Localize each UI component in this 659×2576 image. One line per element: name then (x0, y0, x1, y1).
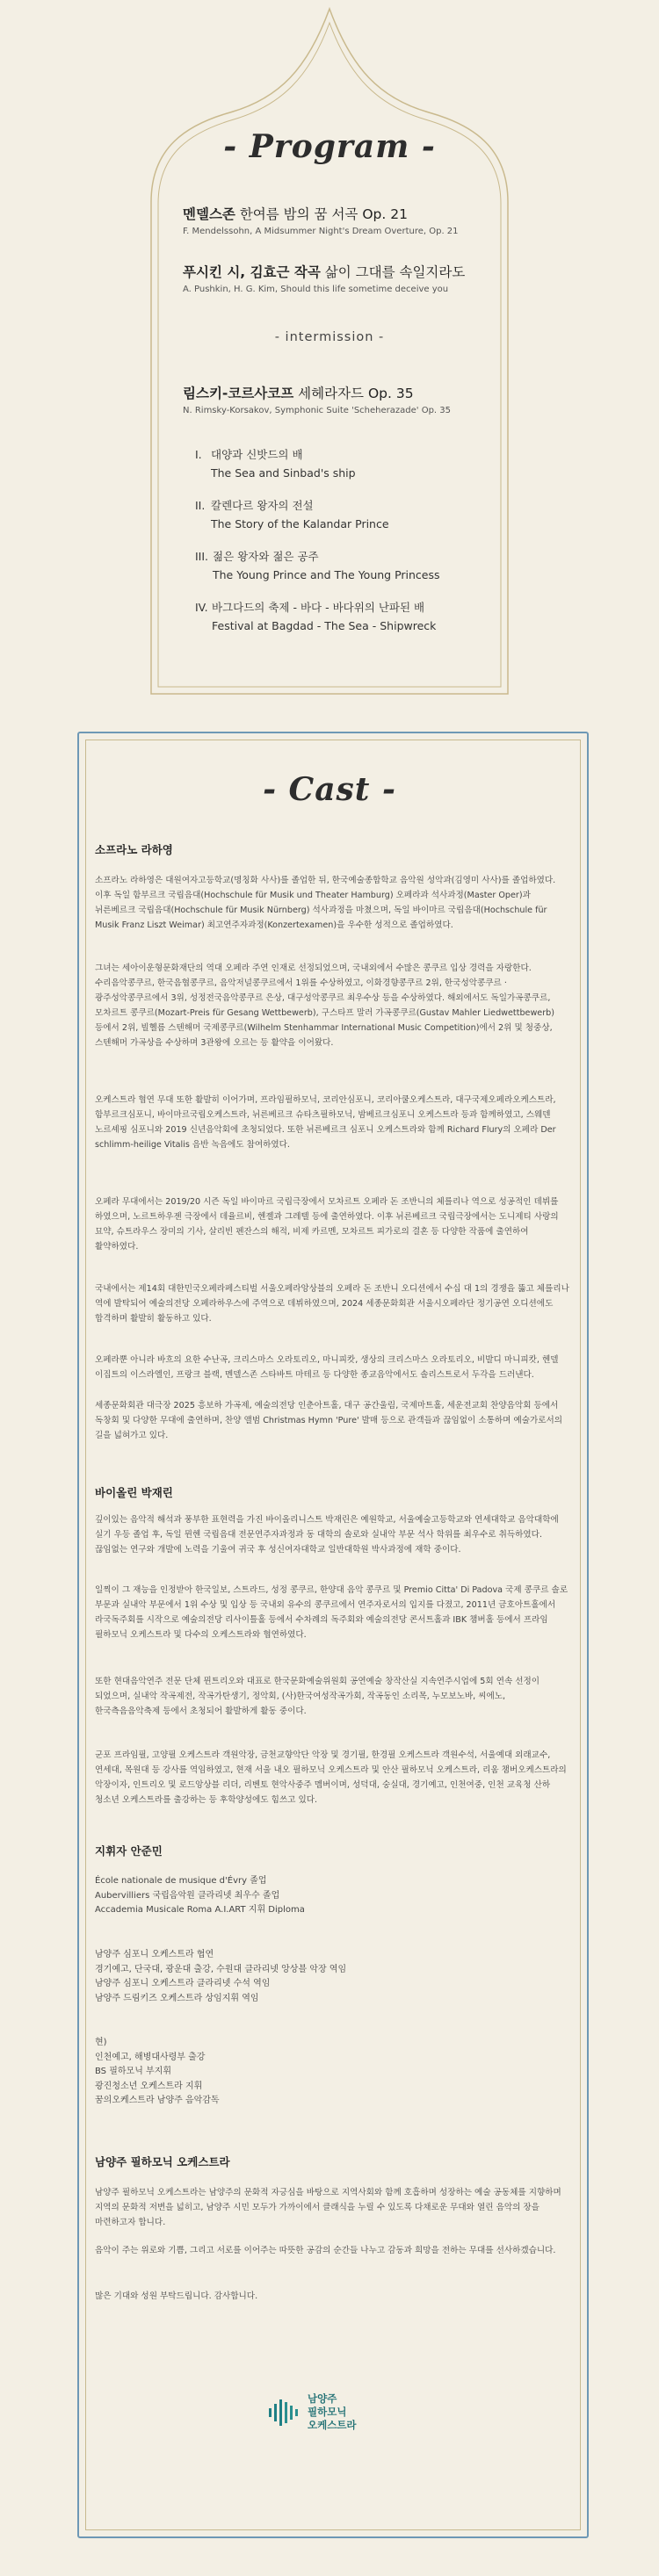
soprano-paragraph: 오페라뿐 아니라 바흐의 요한 수난곡, 크리스마스 오라토리오, 마니피캇, 생상의 크리스마스 오라토리오, 비발디 마니피캇, 헨델 이집트의 이스라엘인, 프랑크 블랙, 멘델스존 스타바트 마테르 등 다양한 종교음악에서도 솔리스트로서 두각을 드러낸다. (95, 1355, 559, 1380)
conductor-career-list (95, 1948, 569, 2006)
soprano-heading: 소프라노 라하영 (95, 843, 173, 856)
violin-paragraph: 군포 프라임필, 고양필 오케스트라 객원악장, 금천교향악단 악장 및 경기필, 한경필 오케스트라 객원수석, 서울예대 외래교수, 연세대, 목원대 등 강사를 역임하였고, 현재 서울 내오 필하모닉 오케스트라 및 안산 필하모닉 오케스트라, 리움 챔버오케스트라의 악장이자, 인트리오 및 로드앙상블 리더, 리벤토 현악사중주 멤버이며, 성덕대, 숭실대, 경기예고, 인천여중, 인천 교육청 산하 청소년 오케스트라를 출강하는 등 후학양성에도 힘쓰고 있다. (95, 1750, 567, 1805)
list-item: 인천예고, 해병대사령부 출강 (95, 2052, 206, 2062)
orchestra-paragraph: 음악이 주는 위로와 기쁨, 그리고 서로를 이어주는 따뜻한 공감의 순간들 나누고 감동과 희망을 전하는 무대를 선사하겠습니다. (95, 2246, 556, 2255)
list-item: École nationale de musique d'Évry 졸업 (95, 1876, 267, 1886)
conductor-current-list (95, 2036, 569, 2109)
logo-text-line1: 남양주 (308, 2392, 337, 2405)
violin-paragraph: 깊이있는 음악적 해석과 풍부한 표현력을 가진 바이올리니스트 박재린은 예원학교, 서울예술고등학교와 연세대학교 음악대학에 실기 우등 졸업 후, 독일 뮌헨 국립음대 전문연주자과정과 동 대학의 솔로와 실내악 부문 석사 학위를 최우수로 취득하였다. 끊임없는 연구와 개발에 노력을 기울여 귀국 후 성신여자대학교 일반대학원 박사과정에 재학 중이다. (95, 1515, 559, 1555)
conductor-education-list (95, 1874, 569, 1918)
list-item: 꿈의오케스트라 남양주 음악감독 (95, 2096, 220, 2105)
violin-paragraph: 또한 현대음악연주 전문 단체 뮌트리오와 대표로 한국문화예술위원회 공연예술 창작산실 지속연주시업에 5회 연속 선정이 되었으며, 실내악 작곡제전, 작곡가탄생기, 정악회, (사)한국여성작곡가회, 작곡동인 소리목, 누모보노바, 씨에노, 한국측음음악축제 등에서 초청되어 활발하게 활동 중이다. (95, 1677, 540, 1716)
violin-heading: 바이올린 박재린 (95, 1486, 173, 1499)
orchestra-heading: 남양주 필하모닉 오케스트라 (95, 2155, 230, 2168)
movement-korean: 대양과 신밧드의 배 (211, 448, 303, 461)
work-english: A. Pushkin, H. G. Kim, Should this life sometime deceive you (183, 285, 449, 294)
program-item-mendelssohn (183, 206, 534, 236)
movement-number: III. (195, 550, 209, 563)
violin-paragraph: 일찍이 그 재능을 인정받아 한국일보, 스트라드, 성정 콩쿠르, 한양대 음악 콩쿠르 및 Premio Citta' Di Padova 국제 콩쿠르 솔로 부문과 실내악 부문에서 1위 수상 및 입상 등 국내외 유수의 콩쿠르에서 연주자로서의 입지를 다졌고, 2011년 금호아트홀에서 라국독주회를 시작으로 예술의전당 리사이틀홀 등에서 수차례의 독주회와 예술의전당 콘서트홀과 IBK 챔버홀 등에서 프라임 필하모닉 오케스트라 및 다수의 오케스트라와 협연하였다. (95, 1585, 568, 1640)
movement-english: The Sea and Sinbad's ship (211, 466, 356, 480)
composer-name: 푸시킨 시, 김효근 작곡 (183, 264, 321, 280)
movement-english: Festival at Bagdad - The Sea - Shipwreck (212, 619, 437, 632)
orchestra-paragraph: 많은 기대와 성원 부탁드립니다. 감사합니다. (95, 2291, 258, 2301)
logo-text-line3: 오케스트라 (308, 2419, 357, 2431)
logo-text-line2: 필하모닉 (308, 2406, 347, 2418)
list-item: 남양주 심포니 오케스트라 클라리넷 수석 역임 (95, 1979, 271, 1988)
movement-number: IV. (195, 601, 208, 614)
list-item: Accademia Musicale Roma A.I.ART 지휘 Diploma (95, 1905, 305, 1915)
movement-korean: 젊은 왕자와 젊은 공주 (213, 550, 319, 563)
work-title: 삶이 그대를 속일지라도 (320, 264, 466, 280)
work-english: N. Rimsky-Korsakov, Symphonic Suite 'Scheherazade' Op. 35 (183, 406, 451, 415)
movement-number: I. (195, 448, 202, 461)
list-item: 광진청소년 오케스트라 지휘 (95, 2081, 203, 2091)
conductor-heading: 지휘자 안준민 (95, 1844, 163, 1858)
soprano-paragraph: 그녀는 세아이운형문화재단의 역대 오페라 주연 인재로 선정되었으며, 국내외에서 수많은 콩쿠르 입상 경력을 자랑한다. 수리음악콩쿠르, 한국음협콩쿠르, 음악저널콩쿠르에서 1위를 수상하였고, 이화경향콩쿠르 2위, 한국성악콩쿠르 · 광주성악콩쿠르에서 3위, 성정전국음악콩쿠르 은상, 대구성악콩쿠르 최우수상 등을 수상하였다. 해외에서도 독일가곡콩쿠르, 모차르트 콩쿠르(Mozart-Preis für Gesang Wettbewerb), 구스타프 말러 가곡콩쿠르(Gustav Mahler Liedwettbewerb) 등에서 2위, 빌헬름 스텐해머 국제콩쿠르(Wilhelm Stenhammar International Music Competition)에서 2위 및 청중상, 스텐해머 가곡상을 수상하며 3관왕에 오르는 등 활약을 이어왔다. (95, 963, 554, 1048)
movement-english: The Story of the Kalandar Prince (211, 517, 389, 530)
list-item: Aubervilliers 국립음악원 클라리넷 최우수 졸업 (95, 1890, 280, 1901)
cast-title: - Cast - (263, 771, 396, 808)
program-item-scheherazade (183, 385, 534, 415)
composer-name: 멘델스존 (183, 206, 235, 222)
soprano-paragraph: 국내에서는 제14회 대한민국오페라페스티벌 서울오페라앙상블의 오페라 돈 조반니 오디션에서 수십 대 1의 경쟁을 뚫고 체를리나 역에 발탁되어 예술의전당 오페라하우스에 주역으로 데뷔하였으며, 2024 세종문화회관 서울시오페라단 정기공연 오디션에도 합격하며 활발히 활동하고 있다. (95, 1284, 569, 1324)
soprano-paragraph: 오케스트라 협연 무대 또한 활발히 이어가며, 프라임필하모닉, 코리안심포니, 코리아쿨오케스트라, 대구국제오페라오케스트라, 함부르크심포니, 바이마르국립오케스트라, 뉘른베르크 슈타츠필하모닉, 밤베르크심포니 오케스트라 등과 함께하였고, 스웨덴 노르셰핑 심포니와 2019 신년음악회에 초청되었다. 또한 뉘른베르크 심포니 오케스트라와 함께 Richard Flury의 오페라 Der schlimm-heilige Vitalis 음반 녹음에도 참여하였다. (95, 1095, 556, 1150)
list-item: BS 필하모닉 부지휘 (95, 2067, 172, 2076)
work-title: 한여름 밤의 꿈 서곡 Op. 21 (235, 206, 408, 222)
program-item-pushkin (183, 263, 534, 294)
intermission-label: - intermission - (274, 330, 385, 344)
movement-number: II. (195, 499, 206, 512)
orchestra-paragraph: 남양주 필하모닉 오케스트라는 남양주의 문화적 자긍심을 바탕으로 지역사회와 함께 호흡하며 성장하는 예술 공동체를 지향하며 지역의 문화적 저변을 넓히고, 남양주 시민 모두가 가까이에서 클래식을 누릴 수 있도록 다채로운 무대와 열린 음악의 장을 마련하고자 합니다. (95, 2188, 561, 2227)
soprano-paragraph: 소프라노 라하영은 대원여자고등학교(명칭화 사사)를 졸업한 뒤, 한국예술종합학교 음악원 성악과(김영미 사사)를 졸업하였다. 이후 독일 함부르크 국립음대(Hochschule für Musik und Theater Hamburg) 오페라과 석사과정(Master Oper)과 뉘른베르크 국립음대(Hochschule für Musik Nürnberg) 석사과정을 마쳤으며, 독일 바이마르 국립음대(Hochschule für Musik Franz Liszt Weimar) 최고연주자과정(Konzertexamen)을 우수한 성적으로 졸업하였다. (95, 876, 556, 930)
movement-korean: 바그다드의 축제 - 바다 - 바다위의 난파된 배 (212, 601, 425, 614)
list-item: 남양주 심포니 오케스트라 협연 (95, 1950, 214, 1959)
composer-name: 림스키-코르사코프 (183, 386, 294, 401)
current-label: 현) (95, 2038, 107, 2047)
soprano-paragraph: 오페라 무대에서는 2019/20 시즌 독일 바이마르 국립극장에서 모차르트 오페라 돈 조반니의 체를리나 역으로 성공적인 데뷔를 하였으며, 노르트하우젠 극장에서 데율르비, 헨젤과 그레텔 등에 출연하였다. 이후 뉘른베르크 국립극장에서는 도니제티 사랑의 묘약, 슈트라우스 장미의 기사, 살리빈 펜잔스의 해적, 비제 카르멘, 모차르트 피가로의 결혼 등 다양한 작품에 출연하여 활약하였다. (95, 1197, 559, 1252)
sound-wave-icon (269, 2398, 301, 2428)
movement-korean: 칼렌다르 왕자의 전설 (211, 499, 314, 512)
work-title: 세헤라자드 Op. 35 (293, 386, 414, 401)
orchestra-logo (269, 2389, 392, 2438)
program-title: - Program - (223, 128, 436, 165)
movement-english: The Young Prince and The Young Princess (213, 568, 440, 581)
soprano-paragraph: 세종문화회관 대극장 2025 흥보하 가곡제, 예술의전당 인춘아트홀, 대구 공간울림, 국제마트홀, 세운전교회 찬양음악회 등에서 독창회 및 다양한 무대에 출연하며, 찬양 앨범 Christmas Hymn 'Pure' 발매 등으로 관객들과 끊임없이 소통하며 예술가로서의 길을 넓혀가고 있다. (95, 1401, 563, 1440)
list-item: 경기예고, 단국대, 광운대 출강, 수원대 클라리넷 앙상블 악장 역임 (95, 1964, 347, 1974)
list-item: 남양주 드림키즈 오케스트라 상임지휘 역임 (95, 1993, 259, 2003)
work-english: F. Mendelssohn, A Midsummer Night's Dream Overture, Op. 21 (183, 227, 459, 236)
